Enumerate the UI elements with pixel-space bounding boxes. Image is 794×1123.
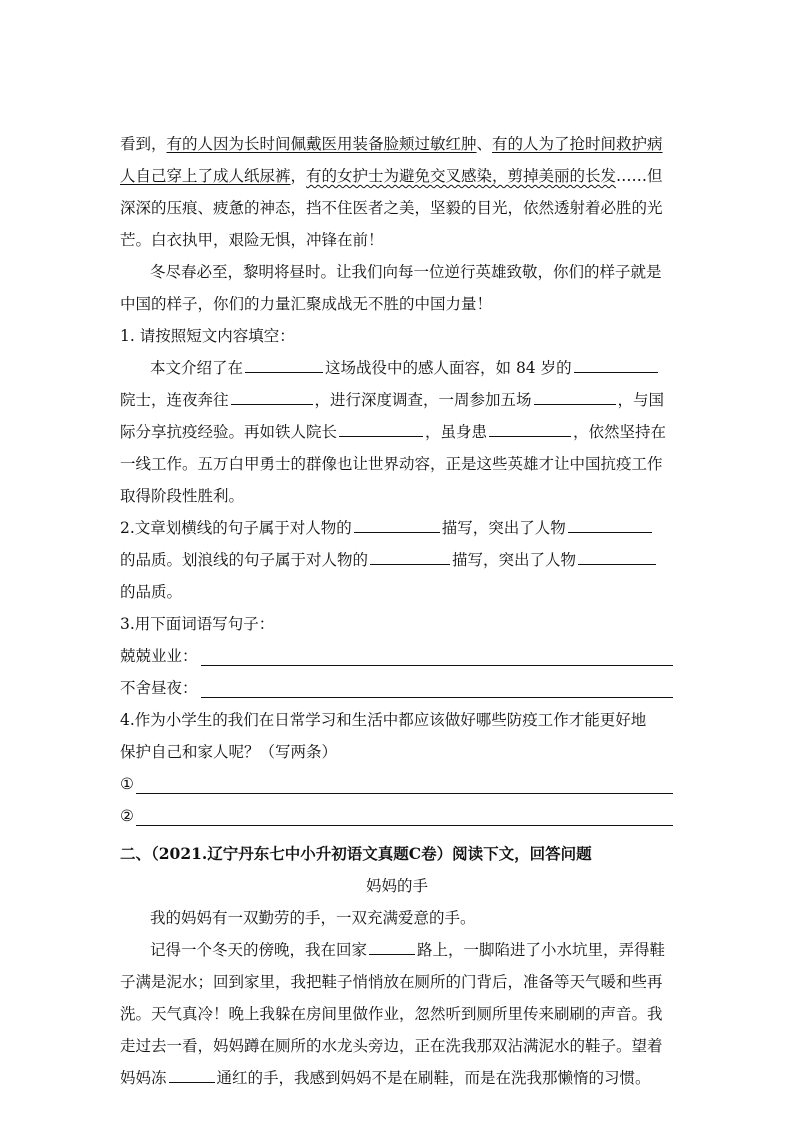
question-1-line-e: 取得阶段性胜利。 xyxy=(120,487,245,505)
text: 描写，突出了人物 xyxy=(452,551,577,569)
fill-blank[interactable] xyxy=(245,352,323,373)
question-3-title: 3.用下面词语写句子： xyxy=(120,615,275,633)
text: 这场战役中的感人面容，如 84 岁的 xyxy=(325,359,572,377)
passage-line-4: 芒。白衣执甲，艰险无惧，冲锋在前！ xyxy=(120,231,384,249)
section-heading: 二、（2021.辽宁丹东七中小升初语文真题C卷）阅读下文，回答问题 xyxy=(120,844,592,863)
text: 本文介绍了在 xyxy=(150,359,244,377)
question-1-line-c xyxy=(120,416,680,448)
fill-blank[interactable] xyxy=(534,384,616,405)
paragraph-2-line-5 xyxy=(120,1062,680,1094)
passage-line-1 xyxy=(120,128,680,160)
question-1-line-d: 一线工作。五万白甲勇士的群像也让世界动容，正是这些英雄才让中国抗疫工作 xyxy=(120,455,663,473)
text: ， xyxy=(290,167,307,185)
fill-blank[interactable] xyxy=(169,1062,215,1083)
text: ，依然坚持在 xyxy=(573,423,667,441)
fill-blank[interactable] xyxy=(369,934,415,955)
text: 、 xyxy=(476,135,493,153)
passage-line-6: 中国的样子，你们的力量汇聚成战无不胜的中国力量！ xyxy=(120,295,493,313)
text: ，虽身患 xyxy=(425,423,488,441)
wavy-underlined-sentence: 有的女护士为避免交叉感染，剪掉美丽的长发 xyxy=(306,167,617,185)
fill-blank[interactable] xyxy=(231,384,313,405)
underlined-sentence: 人自己穿上了成人纸尿裤 xyxy=(120,167,291,185)
question-4-title-2: 保护自己和家人呢？（写两条） xyxy=(120,743,338,761)
text: 通红的手，我感到妈妈不是在刷鞋，而是在洗我那懒惰的习惯。 xyxy=(216,1069,651,1087)
fill-blank[interactable] xyxy=(370,544,450,565)
answer-line[interactable] xyxy=(201,665,673,666)
question-4-title: 4.作为小学生的我们在日常学习和生活中都应该做好哪些防疫工作才能更好地 xyxy=(120,711,647,729)
underlined-sentence: 有的人因为长时间佩戴医用装备脸颊过敏红肿 xyxy=(166,135,477,153)
fill-blank[interactable] xyxy=(354,512,440,533)
answer-marker-1: ① xyxy=(120,775,134,793)
fill-blank[interactable] xyxy=(339,416,423,437)
text: 妈妈冻 xyxy=(120,1069,167,1087)
text: ，进行深度调查，一周参加五场 xyxy=(314,391,532,409)
paragraph-2-line-2: 子满是泥水；回到家里，我把鞋子悄悄放在厕所的门背后，准备等天气暖和些再 xyxy=(120,973,663,991)
paragraph-1: 我的妈妈有一双勤劳的手，一双充满爱意的手。 xyxy=(150,909,476,927)
question-2-line-c: 的品质。 xyxy=(120,583,183,601)
paragraph-2-line-4: 走过去一看，妈妈蹲在厕所的水龙头旁边，正在洗我那双沾满泥水的鞋子。望着 xyxy=(120,1037,663,1055)
question-2-line-a xyxy=(120,512,680,544)
text: 际分享抗疫经验。再如铁人院长 xyxy=(120,423,338,441)
passage-title: 妈妈的手 xyxy=(365,877,428,895)
answer-line[interactable] xyxy=(201,697,673,698)
text: 描写，突出了人物 xyxy=(441,519,566,537)
text: 的品质。划浪线的句子属于对人物的 xyxy=(120,551,369,569)
question-3-word-2: 不舍昼夜： xyxy=(120,679,198,697)
question-2-line-b xyxy=(120,544,680,576)
text: 院士，连夜奔往 xyxy=(120,391,229,409)
fill-blank[interactable] xyxy=(568,512,652,533)
question-3-word-1: 兢兢业业： xyxy=(120,647,198,665)
passage-line-3: 深深的压痕、疲惫的神态，挡不住医者之美，坚毅的目光，依然透射着必胜的光 xyxy=(120,199,663,217)
text: 路上，一脚陷进了小水坑里，弄得鞋 xyxy=(417,941,666,959)
text: ，与国 xyxy=(617,391,665,409)
paragraph-2-line-3: 洗。天气真冷！晚上我躲在房间里做作业，忽然听到厕所里传来刷刷的声音。我 xyxy=(120,1005,663,1023)
fill-blank[interactable] xyxy=(574,352,658,373)
text: 2.文章划横线的句子属于对人物的 xyxy=(120,519,352,537)
underlined-sentence: 有的人为了抢时间救护病 xyxy=(492,135,663,153)
fill-blank[interactable] xyxy=(489,416,571,437)
text: 看到， xyxy=(120,135,167,153)
paragraph-2-line-1 xyxy=(150,934,710,966)
passage-line-5: 冬尽春必至，黎明将昼时。让我们向每一位逆行英雄致敬，你们的样子就是 xyxy=(150,263,662,281)
fill-blank[interactable] xyxy=(578,544,656,565)
question-1-line-b xyxy=(120,384,680,416)
answer-marker-2: ② xyxy=(120,807,134,825)
text: ……但 xyxy=(616,167,663,185)
answer-line[interactable] xyxy=(136,825,673,826)
text: 记得一个冬天的傍晚，我在回家 xyxy=(150,941,368,959)
passage-line-2 xyxy=(120,160,680,192)
answer-line[interactable] xyxy=(136,793,673,794)
question-1-line-a xyxy=(150,352,710,384)
question-1-title: 1. 请按照短文内容填空： xyxy=(120,327,295,345)
